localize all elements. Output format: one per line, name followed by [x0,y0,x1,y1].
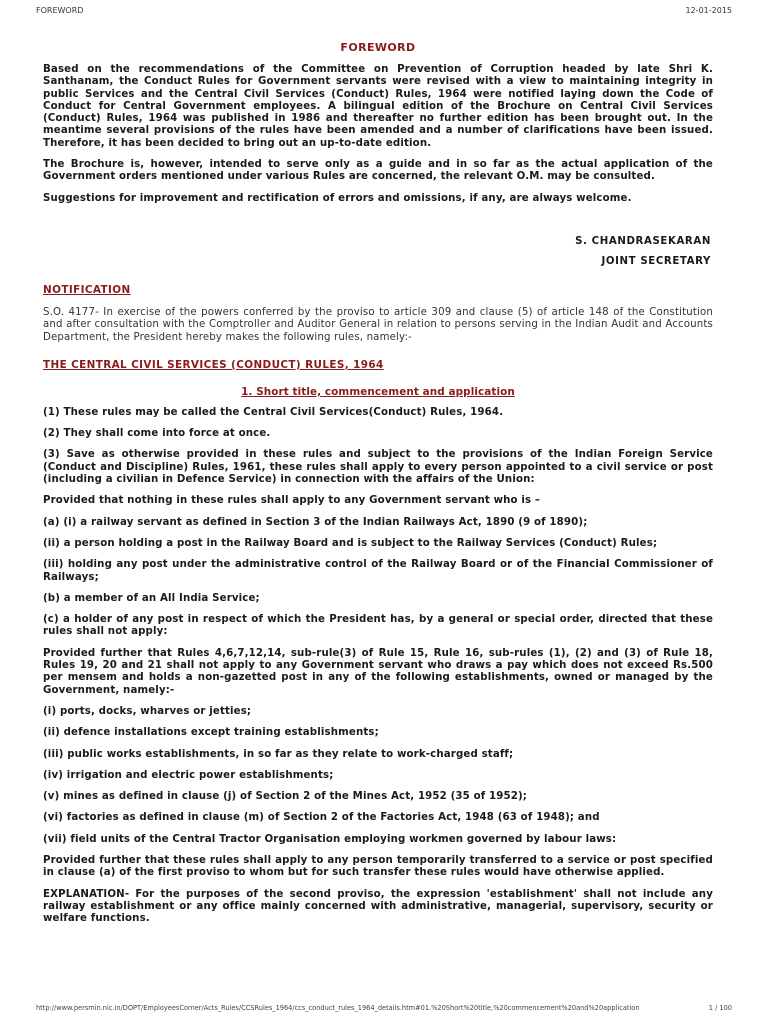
rule-paragraph: (vi) factories as defined in clause (m) of Section 2 of the Factories Act, 1948 (63 of 1948); and [43,812,600,824]
header-date: 12-01-2015 [685,6,732,15]
rule-paragraph: Provided further that these rules shall apply to any person temporarily transferred to a service or post specified in clause (a) of the first proviso to whom but for such transfer these rules would have otherwise applied. [43,854,713,879]
rule-paragraph: EXPLANATION- For the purposes of the second proviso, the expression 'establishment' shall not include any railway establishment or any office mainly concerned with administrative, managerial, supervisory, security or welfare functions. [43,888,713,925]
notification-link[interactable]: NOTIFICATION [43,283,131,296]
header-title: FOREWORD [36,6,84,15]
rule-paragraph: (iii) holding any post under the administrative control of the Railway Board or of the Financial Commissioner of Railways; [43,559,713,583]
page-number: 1 / 100 [708,1004,732,1012]
page-header [36,6,732,18]
rule-paragraph: (ii) a person holding a post in the Railway Board and is subject to the Railway Services (Conduct) Rules; [43,537,658,549]
page-footer [36,1004,732,1014]
rules-heading-link[interactable]: THE CENTRAL CIVIL SERVICES (CONDUCT) RULES, 1964 [43,358,384,371]
rule-paragraph: Provided that nothing in these rules shall apply to any Government servant who is – [43,495,541,507]
rule-paragraph: (iv) irrigation and electric power establishments; [43,769,334,781]
rule-paragraph: (i) ports, docks, wharves or jetties; [43,705,252,717]
notification-text: S.O. 4177- In exercise of the powers conferred by the proviso to article 309 and clause (5) of article 148 of the Constitution and after consultation with the Comptroller and Auditor General in relation to persons serving in the Indian Audit and Accounts Department, the President hereby makes the following rules, namely:- [43,306,713,343]
rule-paragraph: (b) a member of an All India Service; [43,592,260,604]
section-1-link[interactable]: 1. Short title, commencement and application [241,385,515,398]
footer-url[interactable]: http://www.persmin.nic.in/DOPT/EmployeesCorner/Acts_Rules/CCSRules_1964/ccs_conduct_rules_1964_details.htm#01.%20Short%20title,%20commencement%20and%20application [36,1004,640,1012]
rule-paragraph: (1) These rules may be called the Central Civil Services(Conduct) Rules, 1964. [43,406,504,418]
rule-paragraph: (iii) public works establishments, in so far as they relate to work-charged staff; [43,748,514,760]
rule-paragraph: (v) mines as defined in clause (j) of Section 2 of the Mines Act, 1952 (35 of 1952); [43,791,527,803]
rule-paragraph: (a) (i) a railway servant as defined in Section 3 of the Indian Railways Act, 1890 (9 of 1890); [43,516,588,528]
foreword-paragraph-2: The Brochure is, however, intended to serve only as a guide and in so far as the actual application of the Government orders mentioned under various Rules are concerned, the relevant O.M. may be consulted. [43,159,713,183]
rule-paragraph: (ii) defence installations except training establishments; [43,727,379,739]
foreword-paragraph-1: Based on the recommendations of the Committee on Prevention of Corruption headed by late Shri K. Santhanam, the Conduct Rules for Government servants were revised with a view to maintaining integrity in public Services and the Central Civil Services (Conduct) Rules, 1964 were notified laying down the Code of Conduct for Central Government employees. A bilingual edition of the Brochure on Central Civil Services (Conduct) Rules, 1964 was published in 1986 and thereafter no further edition has been brought out. In the meantime several provisions of the rules have been amended and a number of clarifications have been issued. Therefore, it has been decided to bring out an up-to-date edition. [43,64,713,149]
rule-paragraph: Provided further that Rules 4,6,7,12,14, sub-rule(3) of Rule 15, Rule 16, sub-rules (1), (2) and (3) of Rule 18, Rules 19, 20 and 21 shall not apply to any Government servant who draws a pay which does not exceed Rs.500 per mensem and holds a non-gazetted post in any of the following establishments, owned or managed by the Government, namely:- [43,647,713,696]
rule-paragraph: (c) a holder of any post in respect of which the President has, by a general or special order, directed that these rules shall not apply: [43,614,713,638]
rule-paragraph: (3) Save as otherwise provided in these rules and subject to the provisions of the Indian Foreign Service (Conduct and Discipline) Rules, 1961, these rules shall apply to every person appointed to a civil service or post (including a civilian in Defence Service) in connection with the affairs of the Union: [43,449,713,486]
foreword-paragraph-3: Suggestions for improvement and rectification of errors and omissions, if any, are always welcome. [43,192,632,204]
foreword-title: FOREWORD [340,41,416,54]
document-body [43,41,713,925]
rule-paragraph: (2) They shall come into force at once. [43,428,271,440]
signatory-name: S. CHANDRASEKARAN [575,235,711,247]
signatory-title: JOINT SECRETARY [601,255,711,267]
rule-paragraph: (vii) field units of the Central Tractor Organisation employing workmen governed by labour laws: [43,833,617,845]
